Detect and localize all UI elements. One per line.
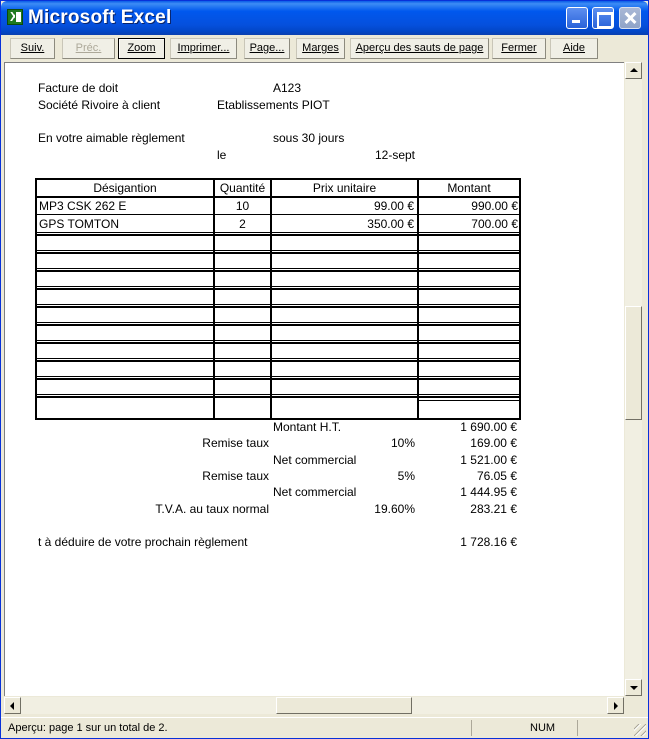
status-separator: [471, 720, 472, 736]
row-divider: [37, 324, 519, 326]
window-title: Microsoft Excel: [28, 7, 172, 28]
tva-label: T.V.A. au taux normal: [155, 502, 269, 516]
remise1-rate: 10%: [390, 436, 415, 450]
table-cell-quantity: 10: [235, 199, 250, 213]
table-cell-unit-price: 99.00 €: [373, 199, 414, 213]
title-bar[interactable]: [1, 1, 648, 35]
row-divider: [37, 250, 519, 251]
net2-label: Net commercial: [273, 485, 357, 499]
montant-ht-value: 1 690.00 €: [460, 420, 517, 434]
print-button[interactable]: Imprimer...: [170, 38, 237, 59]
client-name: Etablissements PIOT: [217, 98, 330, 112]
remise1-label: Remise taux: [202, 436, 269, 450]
remise1-amount: 169.00 €: [470, 436, 517, 450]
minimize-button[interactable]: [566, 7, 588, 29]
row-divider: [37, 396, 519, 398]
table-cell-designation: GPS TOMTON: [39, 217, 120, 231]
status-separator: [577, 720, 578, 736]
row-divider: [37, 232, 519, 233]
table-cell-quantity: 2: [239, 217, 246, 231]
table-cell-amount: 990.00 €: [471, 199, 518, 213]
remise2-rate: 5%: [397, 469, 415, 483]
payment-terms: sous 30 jours: [273, 131, 345, 145]
net1-label: Net commercial: [273, 453, 357, 467]
column-header-amount: Montant: [447, 181, 491, 195]
invoice-table: [35, 178, 521, 420]
row-divider: [37, 322, 519, 323]
row-divider: [37, 234, 519, 236]
close-button[interactable]: [619, 7, 641, 29]
maximize-button[interactable]: [592, 7, 614, 29]
montant-ht-label: Montant H.T.: [273, 420, 342, 434]
next-page-button[interactable]: Suiv.: [10, 38, 55, 59]
row-divider: [37, 378, 519, 380]
arrow-up-icon: [630, 68, 638, 72]
vertical-scroll-thumb[interactable]: [625, 306, 642, 420]
row-divider: [37, 286, 519, 287]
tva-rate: 19.60%: [374, 502, 415, 516]
zoom-button[interactable]: Zoom: [118, 38, 165, 59]
payment-label: En votre aimable règlement: [38, 131, 185, 145]
arrow-down-icon: [630, 686, 638, 690]
status-text: Aperçu: page 1 sur un total de 2.: [8, 722, 168, 734]
remise2-amount: 76.05 €: [476, 469, 517, 483]
previous-page-button[interactable]: Préc.: [62, 38, 115, 59]
remise2-label: Remise taux: [202, 469, 269, 483]
page-preview[interactable]: [4, 62, 624, 696]
row-divider: [37, 360, 519, 362]
scroll-down-button[interactable]: [625, 679, 642, 696]
excel-app-icon[interactable]: [7, 9, 23, 25]
row-divider: [37, 342, 519, 344]
arrow-right-icon: [614, 702, 618, 710]
col-divider: [417, 180, 419, 418]
row-divider: [37, 288, 519, 290]
status-bar: [1, 717, 648, 738]
date-label: le: [217, 148, 227, 162]
print-preview-toolbar: [4, 36, 645, 61]
horizontal-scrollbar[interactable]: [4, 697, 624, 714]
row-divider: [37, 268, 519, 269]
tva-amount: 283.21 €: [470, 502, 517, 516]
row-divider: [37, 306, 519, 308]
net1-value: 1 521.00 €: [460, 453, 517, 467]
num-lock-indicator: NUM: [530, 722, 556, 734]
row-divider: [37, 358, 519, 359]
close-preview-button[interactable]: Fermer: [492, 38, 546, 59]
header-divider: [37, 196, 519, 198]
page-break-preview-button[interactable]: Aperçu des sauts de page: [350, 38, 489, 59]
invoice-number: A123: [273, 81, 302, 95]
page-setup-button[interactable]: Page...: [244, 38, 290, 59]
client-label: Société Rivoire à client: [38, 98, 161, 112]
row-divider: [37, 304, 519, 305]
row-divider: [37, 376, 519, 377]
table-cell-amount: 700.00 €: [471, 217, 518, 231]
column-header-designation: Désigantion: [93, 181, 157, 195]
date-value: 12-sept: [374, 148, 415, 162]
final-amount: 1 728.16 €: [460, 535, 517, 549]
scroll-up-button[interactable]: [625, 62, 642, 79]
vertical-scrollbar[interactable]: [625, 62, 642, 696]
row-divider: [419, 400, 519, 401]
col-divider: [213, 180, 215, 418]
horizontal-scroll-thumb[interactable]: [276, 697, 412, 714]
row-divider: [37, 214, 519, 215]
row-divider: [37, 394, 519, 395]
final-label: t à déduire de votre prochain règlement: [38, 535, 248, 549]
scroll-left-button[interactable]: [4, 697, 21, 714]
help-button[interactable]: Aide: [550, 38, 598, 59]
resize-grip-icon[interactable]: [634, 724, 646, 736]
margins-button[interactable]: Marges: [296, 38, 345, 59]
column-header-unit-price: Prix unitaire: [312, 181, 377, 195]
table-cell-designation: MP3 CSK 262 E: [39, 199, 127, 213]
scrollbar-corner: [625, 697, 642, 714]
table-cell-unit-price: 350.00 €: [367, 217, 414, 231]
row-divider: [37, 270, 519, 272]
invoice-label: Facture de doit: [38, 81, 119, 95]
net2-value: 1 444.95 €: [460, 485, 517, 499]
row-divider: [37, 340, 519, 341]
arrow-left-icon: [10, 702, 14, 710]
row-divider: [37, 252, 519, 254]
col-divider: [270, 180, 272, 418]
scroll-right-button[interactable]: [607, 697, 624, 714]
column-header-quantity: Quantité: [219, 181, 266, 195]
